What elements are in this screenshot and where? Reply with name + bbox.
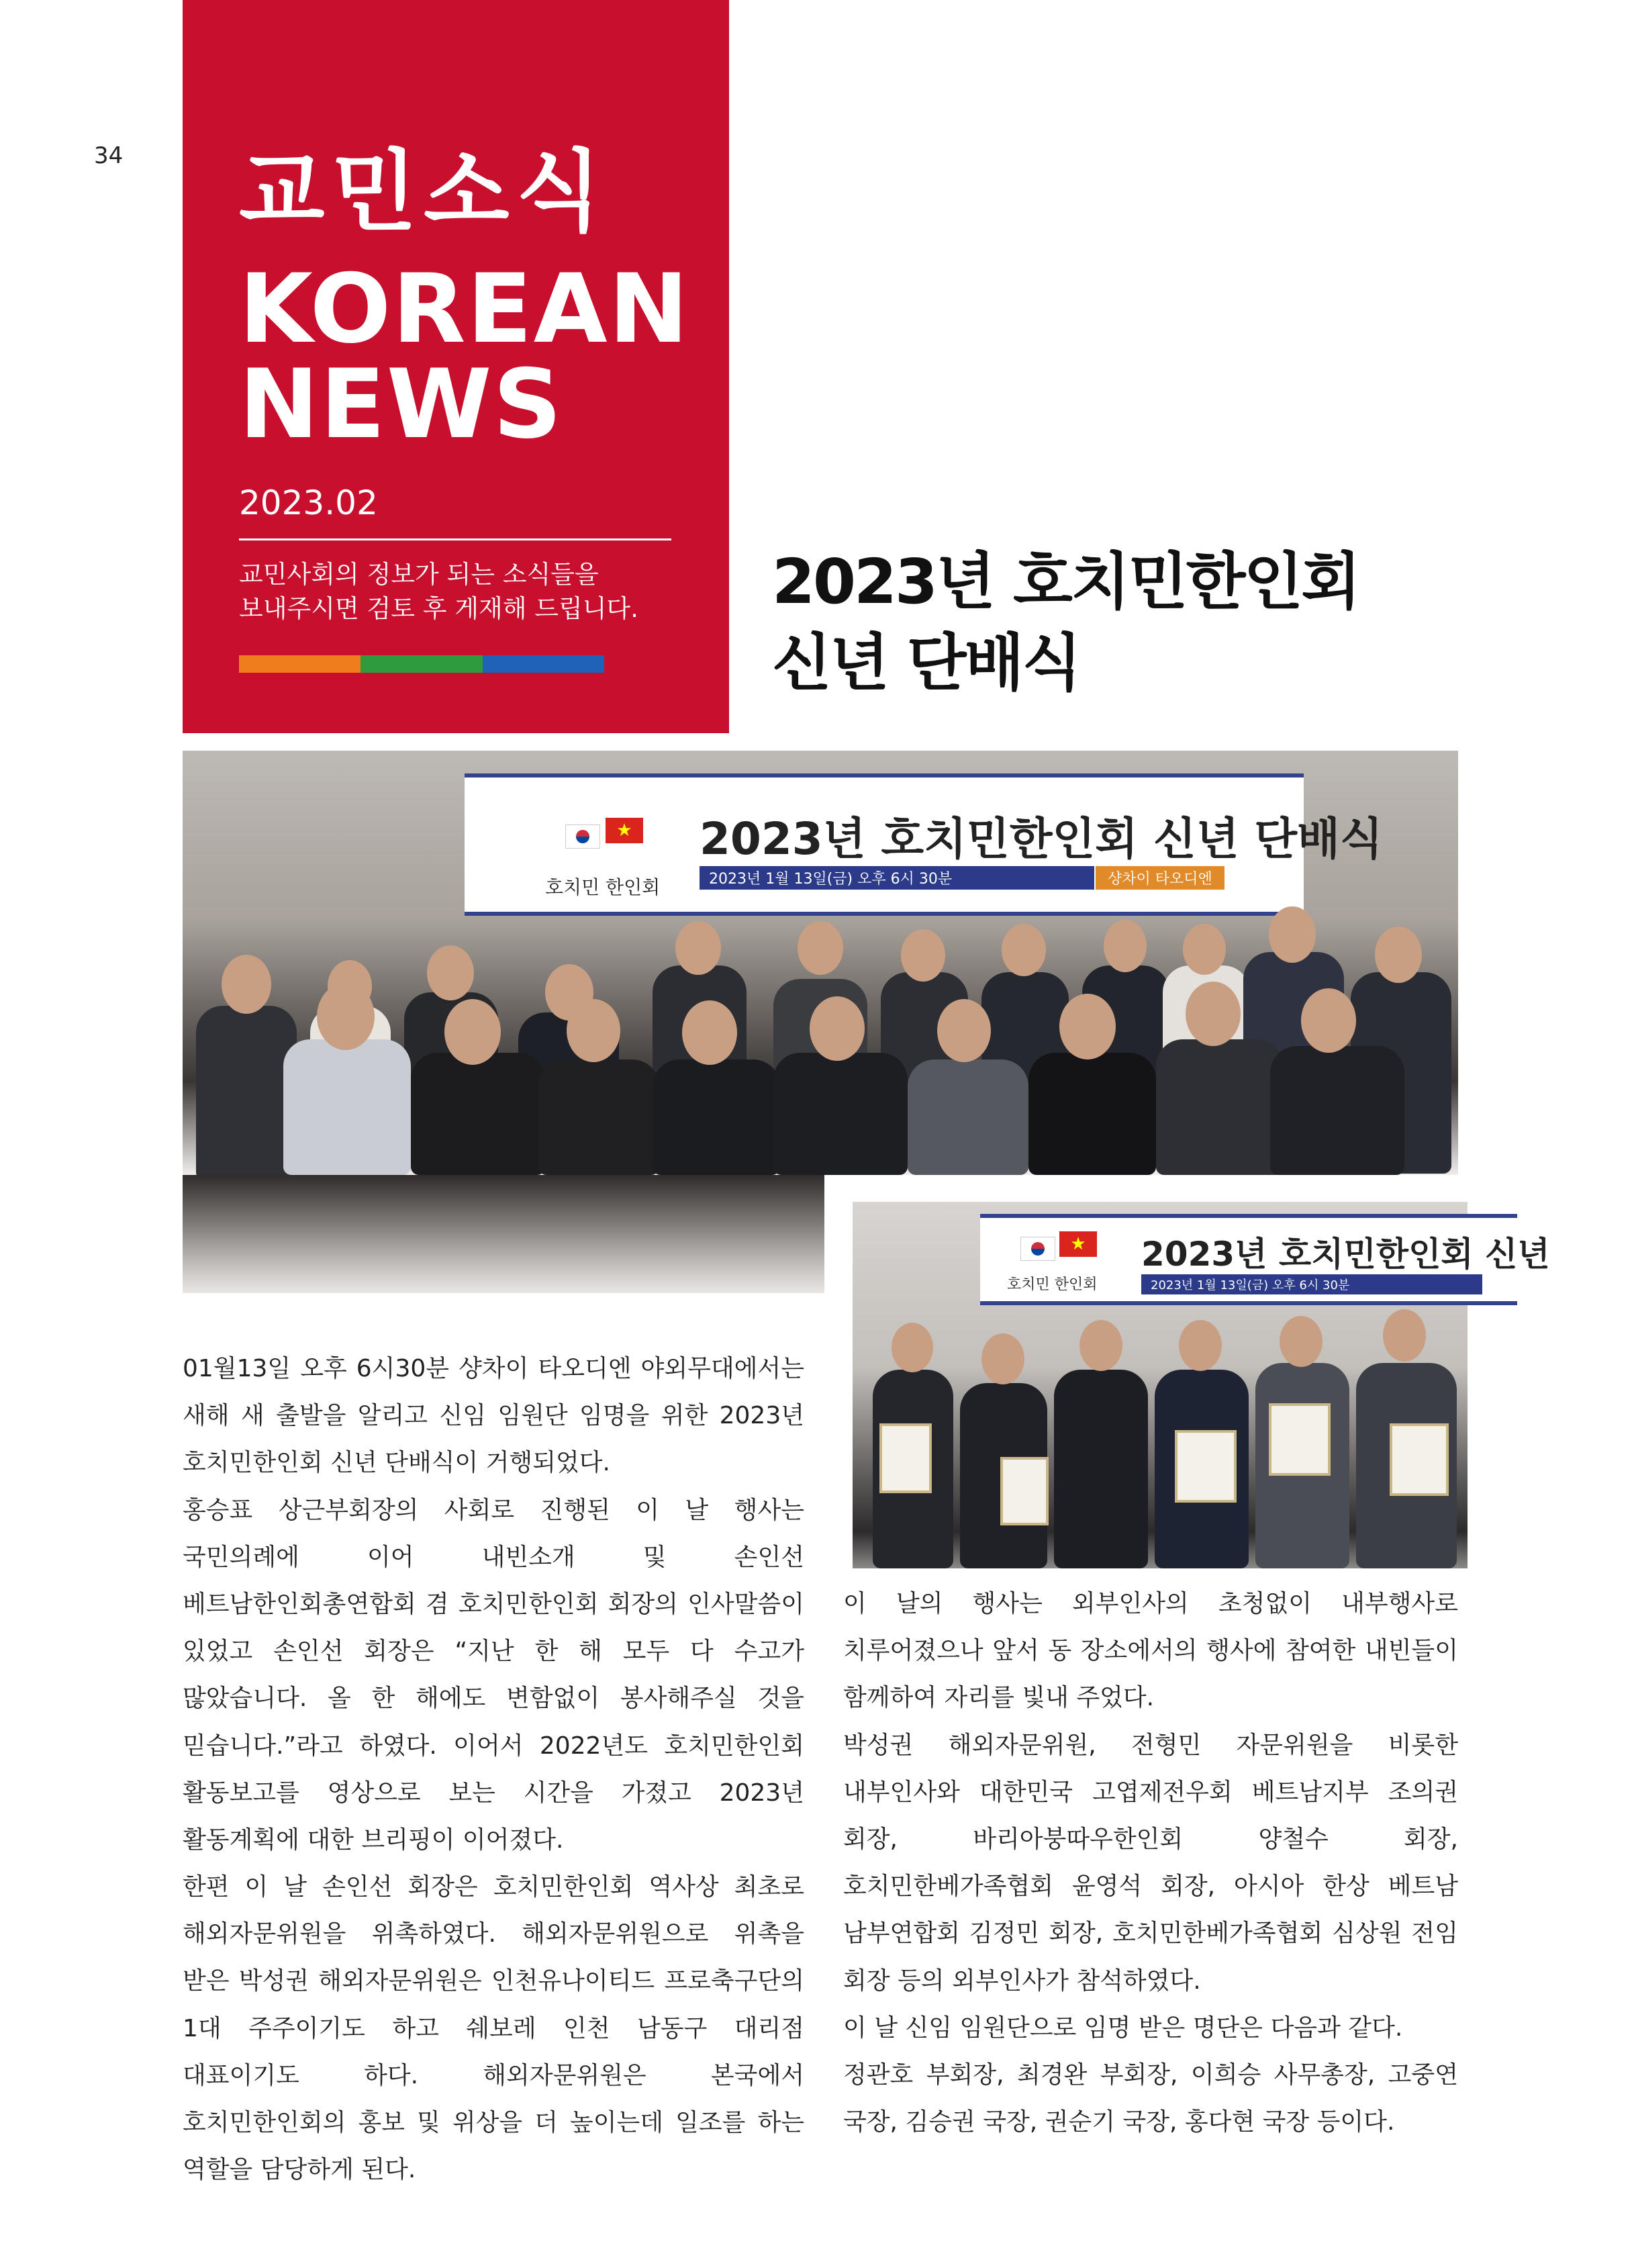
person-head <box>1104 920 1147 972</box>
vietnam-flag-icon: ★ <box>1059 1231 1097 1257</box>
banner-organization: 호치민 한인회 <box>1007 1276 1098 1293</box>
article-paragraph: 정관호 부회장, 최경완 부회장, 이희승 사무총장, 고중연 국장, 김승권 국장, 권순기 국장, 홍다현 국장 등이다. <box>843 2061 1458 2136</box>
appointment-photo <box>843 1192 1550 1568</box>
person-head <box>1375 927 1422 983</box>
person-head <box>1183 924 1226 975</box>
article-body-left <box>183 1345 804 2193</box>
korea-flag-icon <box>1020 1237 1055 1261</box>
article-paragraph: 이 날 신임 임원단으로 임명 받은 명단은 다음과 같다. <box>843 2014 1403 2042</box>
article-headline-line1: 2023년 호치민한인회 <box>772 546 1359 618</box>
person-head <box>1059 994 1116 1059</box>
person-head <box>1383 1309 1426 1362</box>
article-body-right <box>843 1580 1458 2146</box>
page-number: 34 <box>94 142 124 169</box>
person-figure <box>773 1053 908 1175</box>
section-header-box <box>183 0 729 733</box>
person-head <box>222 955 271 1014</box>
person-head <box>675 921 721 975</box>
certificate <box>1175 1430 1237 1503</box>
event-banner-small <box>980 1214 1550 1305</box>
person-head <box>567 999 620 1062</box>
issue-date: 2023.02 <box>239 483 378 522</box>
section-title-english-line2: NEWS <box>239 349 563 460</box>
submission-notice <box>239 557 682 626</box>
group-photo <box>183 751 1458 1175</box>
certificate <box>879 1423 932 1493</box>
color-stripe-orange <box>239 655 361 673</box>
person-head <box>810 996 865 1061</box>
certificate <box>1000 1457 1049 1525</box>
person-figure <box>908 1059 1028 1175</box>
article-paragraph: 한편 이 날 손인선 회장은 호치민한인회 역사상 최초로 해외자문위원을 위촉하였다. 해외자문위원으로 위촉을 받은 박성권 해외자문위원은 인천유나이티드 프로축구단의 1대 주주이기도 하고 쉐보레 인천 남동구 대리점 대표이기도 하다. 해외자문위원은 본국에서 호치민한인회의 홍보 및 위상을 더 높이는데 일조를 하는 역할을 담당하게 된다. <box>183 1873 804 2184</box>
certificate <box>1390 1423 1449 1496</box>
person-head <box>1301 988 1356 1053</box>
section-title-korean: 교민소식 <box>239 140 609 244</box>
person-head <box>798 921 843 975</box>
person-head <box>1002 924 1046 976</box>
banner-venue: 샹차이 타오디엔 <box>1096 866 1224 890</box>
color-stripe-blue <box>483 655 604 673</box>
person-head <box>901 929 945 982</box>
person-head <box>981 1333 1024 1384</box>
person-head <box>937 999 991 1062</box>
person-figure <box>1054 1370 1148 1568</box>
color-stripe <box>239 655 604 673</box>
person-head <box>317 983 375 1050</box>
section-title-english <box>239 254 690 460</box>
certificate <box>1269 1403 1331 1476</box>
person-head <box>1269 906 1316 963</box>
article-paragraph: 이 날의 행사는 외부인사의 초청없이 내부행사로 치루어졌으나 앞서 동 장소에서의 행사에 참여한 내빈들이 함께하여 자리를 빛내 주었다. <box>843 1590 1458 1712</box>
person-head <box>427 945 474 1000</box>
person-head <box>444 999 501 1065</box>
banner-date: 2023년 1월 13일(금) 오후 6시 30분 <box>1141 1274 1482 1294</box>
person-head <box>1280 1316 1323 1367</box>
event-banner <box>465 773 1383 916</box>
person-figure <box>538 1059 659 1175</box>
section-title-english-line1: KOREAN <box>239 254 690 365</box>
article-headline-line2: 신년 단배식 <box>772 627 1080 700</box>
article-paragraph: 01월13일 오후 6시30분 샹차이 타오디엔 야외무대에서는 새해 새 출발을 알리고 신임 임원단 임명을 위한 2023년 호치민한인회 신년 단배식이 거행되었다. <box>183 1355 804 1477</box>
submission-notice-line1: 교민사회의 정보가 되는 소식들을 <box>239 560 599 589</box>
article-paragraph: 홍승표 상근부회장의 사회로 진행된 이 날 행사는 국민의례에 이어 내빈소개 및 손인선 베트남한인회총연합회 겸 호치민한인회 회장의 인사말씀이 있었고 손인선 회장은 “지난 한 해 모두 다 수고가 많았습니다. 올 한 해에도 변함없이 봉사해주실 것을 믿습니다.”라고 하였다. 이어서 2022년도 호치민한인회 활동보고를 영상으로 보는 시간을 가졌고 2023년 활동계획에 대한 브리핑이 이어졌다. <box>183 1496 804 1854</box>
group-photo-lower <box>183 1175 824 1293</box>
banner-title: 2023년 호치민한인회 신년 단배식 <box>700 813 1383 865</box>
person-head <box>1186 982 1241 1046</box>
person-figure <box>196 1006 297 1180</box>
person-figure <box>411 1053 545 1175</box>
person-figure <box>653 1059 780 1175</box>
person-figure <box>283 1039 411 1175</box>
article-paragraph: 박성권 해외자문위원, 전형민 자문위원을 비롯한 내부인사와 대한민국 고엽제전우회 베트남지부 조의권 회장, 바리아붕따우한인회 양철수 회장, 호치민한베가족협회 윤영석 회장, 아시아 한상 베트남 남부연합회 김정민 회장, 호치민한베가족협회 심상원 전임 회장 등의 외부인사가 참석하였다. <box>843 1731 1458 1995</box>
banner-date: 2023년 1월 13일(금) 오후 6시 30분 <box>700 866 1094 890</box>
person-head <box>1079 1320 1122 1371</box>
person-figure <box>1270 1046 1404 1175</box>
person-figure <box>1028 1053 1156 1175</box>
person-head <box>682 1000 737 1065</box>
header-divider <box>239 538 671 540</box>
color-stripe-green <box>361 655 482 673</box>
submission-notice-line2: 보내주시면 검토 후 게재해 드립니다. <box>239 594 638 624</box>
banner-organization: 호치민 한인회 <box>545 876 661 898</box>
banner-title: 2023년 호치민한인회 신년 <box>1141 1235 1550 1274</box>
korea-flag-icon <box>565 824 600 849</box>
person-head <box>892 1323 933 1372</box>
article-headline <box>772 541 1359 704</box>
person-figure <box>1156 1039 1284 1175</box>
vietnam-flag-icon: ★ <box>606 818 643 843</box>
person-head <box>1179 1320 1222 1371</box>
